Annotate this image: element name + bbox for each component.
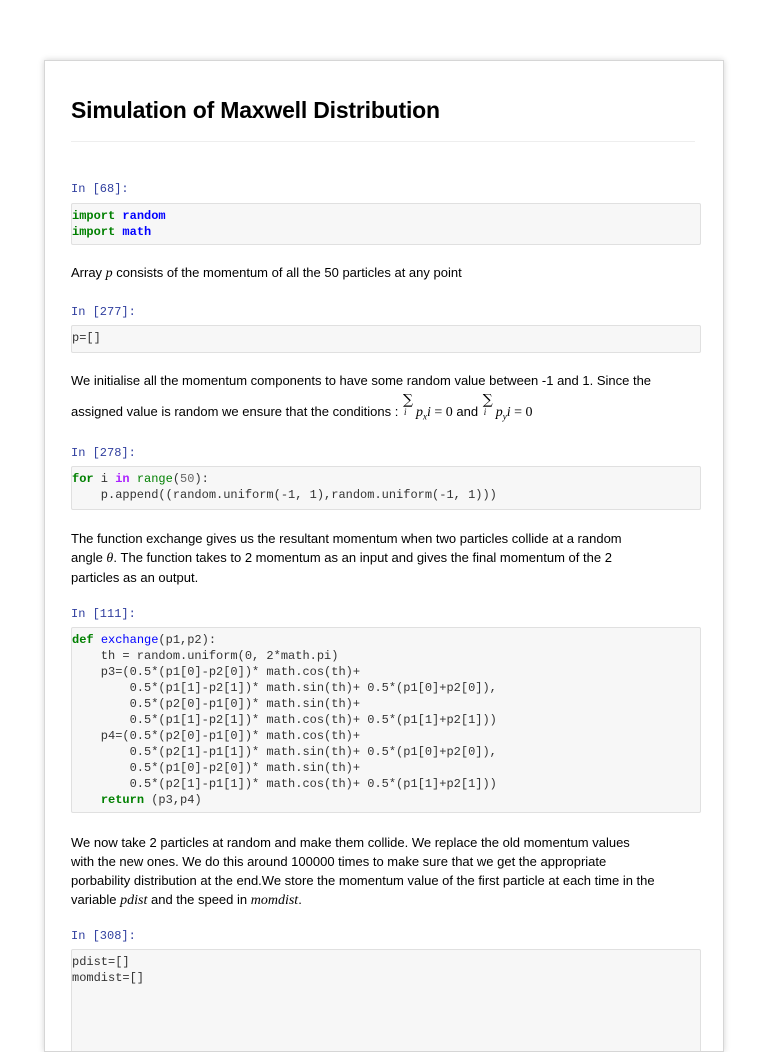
text: . [298,892,302,907]
keyword: in [115,472,130,486]
code-line: p3=(0.5*(p1[0]-p2[0])* math.cos(th)+ [72,665,361,679]
text: assigned value is random we ensure that the conditions : [71,404,399,419]
sigma: ∑ [482,391,493,408]
text-line: particles as an output. [71,570,199,585]
text-line [71,548,701,568]
code-line: pdist=[] [72,955,130,969]
sum-symbol [482,391,496,421]
markdown-cell-exchange [71,529,701,587]
sum-symbol [402,391,416,421]
math-var: θ [106,551,114,566]
code-line: p4=(0.5*(p2[0]-p1[0])* math.cos(th)+ [72,729,361,743]
text-line: porbability distribution at the end.We store the momentum value of the first particle at each time in the [71,873,655,888]
code-line: th = random.uniform(0, 2*math.pi) [72,649,339,663]
math-eq: = 0 [510,405,533,420]
code-line [72,208,700,224]
math-eq: = 0 [430,405,453,420]
code-line: 0.5*(p1[1]-p2[1])* math.cos(th)+ 0.5*(p1[1]+p2[1])) [72,713,497,727]
markdown-cell-array-p [71,263,701,283]
code-line [72,224,700,240]
keyword: for [72,472,94,486]
text-line [71,890,701,910]
math-var: i [427,405,431,420]
cell-prompt-278: In [278]: [71,446,136,460]
code-line [72,471,700,487]
notebook-page [44,60,724,1052]
code-line: p.append((random.uniform(-1, 1),random.uniform(-1, 1))) [72,488,497,502]
title-divider [71,141,695,142]
text-line: We now take 2 particles at random and make them collide. We replace the old momentum values [71,835,630,850]
cell-prompt-277: In [277]: [71,305,136,319]
math-var: p [105,266,113,281]
text-line: We initialise all the momentum components to have some random value between -1 and 1. Since the [71,373,652,388]
text-line: The function exchange gives us the resultant momentum when two particles collide at a random [71,531,622,546]
code-text: ( [172,472,181,486]
code-text: (p3,p4) [144,793,202,807]
code-line: p=[] [72,331,101,345]
markdown-cell-collide [71,833,701,910]
code-cell-308[interactable] [71,949,701,1052]
math-sub: y [502,411,507,422]
code-text: (p1,p2): [158,633,217,647]
cell-prompt-111: In [111]: [71,607,136,621]
page-title: Simulation of Maxwell Distribution [71,97,440,123]
keyword: import [72,225,116,239]
code-cell-277[interactable] [71,325,701,353]
code-line: 0.5*(p2[0]-p1[0])* math.sin(th)+ [72,697,361,711]
code-line: momdist=[] [72,971,145,985]
markdown-cell-initialise [71,371,701,427]
math-sub: x [423,411,427,422]
code-line: 0.5*(p2[1]-p1[1])* math.cos(th)+ 0.5*(p1[1]+p2[1])) [72,777,497,791]
cell-prompt-68: In [68]: [71,182,129,196]
module-name: random [122,209,166,223]
math-var: i [506,405,511,420]
code-line [72,792,700,808]
cell-prompt-308: In [308]: [71,929,136,943]
text: variable [71,892,121,907]
code-cell-111[interactable] [71,627,701,813]
function-name: exchange [100,633,159,647]
code-line: 0.5*(p1[0]-p2[0])* math.sin(th)+ [72,761,361,775]
code-line: 0.5*(p2[1]-p1[1])* math.sin(th)+ 0.5*(p1[0]+p2[0]), [72,745,497,759]
text-line-conditions [71,391,701,427]
text: angle [71,550,107,565]
sum-index: i [483,406,487,417]
module-name: math [122,225,152,239]
code-text [72,793,101,807]
sigma: ∑ [403,391,413,408]
text-line: with the new ones. We do this around 100000 times to make sure that we get the appropriate [71,854,607,869]
text: consists of the momentum of all the 50 particles at any point [112,265,462,280]
builtin: range [136,472,173,486]
code-cell-68[interactable] [71,203,701,245]
code-text: i [93,472,116,486]
code-cell-278[interactable] [71,466,701,510]
sum-index: i [404,406,407,417]
keyword: return [100,793,145,807]
text: and [452,404,482,419]
text: . The function takes to 2 momentum as an input and gives the final momentum of the 2 [113,550,612,565]
math-var: momdist [250,893,299,908]
math-var: p [495,405,503,420]
keyword: def [72,633,94,647]
math-var: pdist [120,893,148,908]
math-var: p [416,405,423,420]
code-line [72,632,700,648]
code-text: ): [194,472,209,486]
text: and the speed in [147,892,251,907]
keyword: import [72,209,116,223]
text: Array [71,265,106,280]
code-line: 0.5*(p1[1]-p2[1])* math.sin(th)+ 0.5*(p1[0]+p2[0]), [72,681,497,695]
number: 50 [180,472,195,486]
